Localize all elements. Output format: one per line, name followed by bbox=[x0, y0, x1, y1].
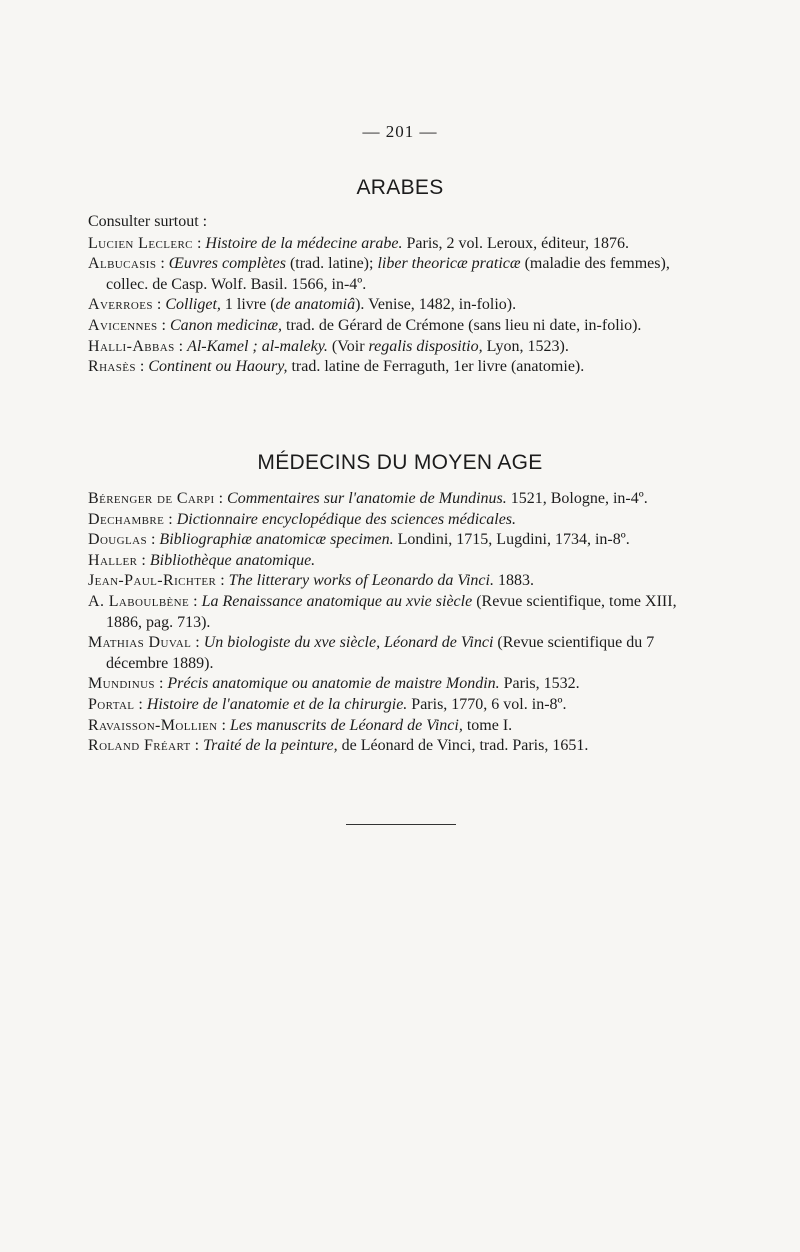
entry-work-title: Les manuscrits de Léonard de Vinci, bbox=[229, 716, 463, 734]
entry-work-title: Continent ou Haoury, bbox=[148, 358, 288, 376]
entry-author: Albucasis bbox=[88, 255, 157, 273]
entry-separator: : bbox=[189, 592, 202, 610]
entry-details: Paris, 2 vol. Leroux, éditeur, 1876. bbox=[402, 234, 629, 252]
entry-details: trad. latine de Ferraguth, 1er livre (anatomie). bbox=[287, 358, 585, 376]
entry-author: Mundinus bbox=[88, 675, 155, 693]
arabes-entry-list bbox=[88, 234, 712, 378]
entry-author: Ravaisson-Mollien bbox=[88, 716, 218, 734]
bibliography-entry bbox=[88, 551, 712, 572]
entry-work-title: Bibliothèque anatomique. bbox=[149, 551, 316, 569]
entry-work-title: regalis dispositio, bbox=[368, 337, 483, 355]
entry-details: (trad. latine); bbox=[285, 255, 378, 273]
entry-separator: : bbox=[156, 255, 169, 273]
entry-work-title: Œuvres complètes bbox=[168, 255, 286, 273]
entry-separator: : bbox=[154, 675, 168, 693]
entry-author: Portal bbox=[88, 695, 135, 713]
entry-details: (Voir bbox=[327, 337, 369, 355]
entry-author: Dechambre bbox=[88, 510, 165, 528]
entry-separator: : bbox=[192, 234, 206, 252]
entry-details: tome I. bbox=[462, 716, 513, 734]
entry-work-title: Bibliographiæ anatomicæ specimen. bbox=[159, 531, 394, 549]
entry-author: A. Laboulbène bbox=[88, 592, 190, 610]
bibliography-entry bbox=[88, 295, 712, 316]
bibliography-entry bbox=[88, 592, 712, 633]
entry-work-title: liber theoricæ praticæ bbox=[377, 255, 521, 273]
entry-separator: : bbox=[216, 572, 229, 590]
section-title-arabes: ARABES bbox=[356, 176, 444, 199]
entry-details: Paris, 1532. bbox=[499, 675, 580, 693]
bibliography-entry bbox=[88, 633, 712, 674]
entry-author: Rhasès bbox=[88, 358, 136, 376]
entry-author: Jean-Paul-Richter bbox=[88, 572, 217, 590]
entry-work-title: Histoire de l'anatomie et de la chirurgie. bbox=[146, 695, 408, 713]
entry-details: de Léonard de Vinci, trad. Paris, 1651. bbox=[337, 737, 589, 755]
entry-author: Mathias Duval bbox=[88, 634, 192, 652]
entry-separator: : bbox=[164, 510, 177, 528]
entry-separator: : bbox=[191, 634, 204, 652]
arabes-bibliography bbox=[88, 212, 712, 378]
entry-separator: : bbox=[217, 716, 230, 734]
end-rule bbox=[346, 824, 456, 825]
entry-work-title: Commentaires sur l'anatomie de Mundinus. bbox=[227, 490, 507, 507]
bibliography-entry bbox=[88, 716, 712, 737]
entry-details: Londini, 1715, Lugdini, 1734, in-8º. bbox=[393, 531, 630, 549]
entry-separator: : bbox=[152, 296, 166, 314]
entry-work-title: Histoire de la médecine arabe. bbox=[205, 234, 403, 252]
moyen-age-entry-list bbox=[88, 489, 712, 757]
bibliography-entry bbox=[88, 254, 712, 295]
entry-author: Lucien Leclerc bbox=[88, 234, 193, 252]
entry-work-title: Colliget, bbox=[165, 296, 221, 314]
entry-details: 1883. bbox=[493, 572, 534, 590]
entry-details: 1 livre ( bbox=[220, 296, 276, 314]
entry-separator: : bbox=[146, 531, 160, 549]
bibliography-entry bbox=[88, 674, 712, 695]
entry-work-title: Al-Kamel ; al-maleky. bbox=[187, 337, 328, 355]
bibliography-entry bbox=[88, 234, 712, 255]
entry-separator: : bbox=[137, 551, 150, 569]
entry-author: Halli-Abbas bbox=[88, 337, 175, 355]
bibliography-entry bbox=[88, 357, 712, 378]
entry-work-title: Précis anatomique ou anatomie de maistre Mondin. bbox=[167, 675, 500, 693]
bibliography-entry bbox=[88, 316, 712, 337]
entry-separator: : bbox=[134, 695, 147, 713]
entry-author: Averroes bbox=[88, 296, 153, 314]
entry-details: Lyon, 1523). bbox=[482, 337, 569, 355]
page-number: — 201 — bbox=[362, 122, 438, 141]
entry-author: Haller bbox=[88, 551, 138, 569]
moyen-age-bibliography bbox=[88, 489, 712, 757]
entry-details: trad. de Gérard de Crémone (sans lieu ni date, in-folio). bbox=[282, 316, 642, 334]
section-title-moyen-age: MÉDECINS DU MOYEN AGE bbox=[257, 451, 543, 474]
entry-work-title: The litterary works of Leonardo da Vinci. bbox=[228, 572, 494, 590]
entry-work-title: La Renaissance anatomique au xvie siècle bbox=[201, 592, 473, 610]
bibliography-entry bbox=[88, 489, 712, 510]
entry-work-title: de anatomiâ bbox=[275, 296, 356, 314]
entry-details: Paris, 1770, 6 vol. in-8º. bbox=[407, 695, 567, 713]
bibliography-entry bbox=[88, 571, 712, 592]
entry-separator: : bbox=[157, 316, 170, 334]
bibliography-entry bbox=[88, 530, 712, 551]
entry-author: Roland Fréart bbox=[88, 737, 191, 755]
bibliography-entry bbox=[88, 510, 712, 531]
entry-work-title: Dictionnaire encyclopédique des sciences médicales. bbox=[176, 510, 517, 528]
entry-details: (Revue scientifique du 7 décembre 1889). bbox=[106, 634, 655, 672]
entry-author: Bérenger de Carpi bbox=[88, 490, 215, 507]
bibliography-entry bbox=[88, 695, 712, 716]
entry-author: Avicennes bbox=[88, 316, 158, 334]
intro-text: Consulter surtout : bbox=[88, 213, 208, 230]
bibliography-entry bbox=[88, 337, 712, 358]
entry-author: Douglas bbox=[88, 531, 147, 549]
entry-separator: : bbox=[135, 358, 149, 376]
entry-work-title: Un biologiste du xve siècle, Léonard de Vinci bbox=[203, 634, 494, 652]
entry-separator: : bbox=[174, 337, 188, 355]
entry-details: (Revue scientifique, tome XIII, 1886, pag. 713). bbox=[106, 592, 677, 631]
entry-details: ). Venise, 1482, in-folio). bbox=[355, 296, 517, 314]
bibliography-entry bbox=[88, 736, 712, 757]
entry-work-title: Canon medicinæ, bbox=[170, 316, 282, 334]
entry-separator: : bbox=[190, 737, 204, 755]
entry-separator: : bbox=[214, 490, 228, 507]
entry-details: (maladie des femmes), collec. de Casp. Wolf. Basil. 1566, in-4º. bbox=[106, 255, 670, 293]
entry-details: 1521, Bologne, in-4º. bbox=[506, 490, 648, 507]
entry-work-title: Traité de la peinture, bbox=[203, 737, 338, 755]
